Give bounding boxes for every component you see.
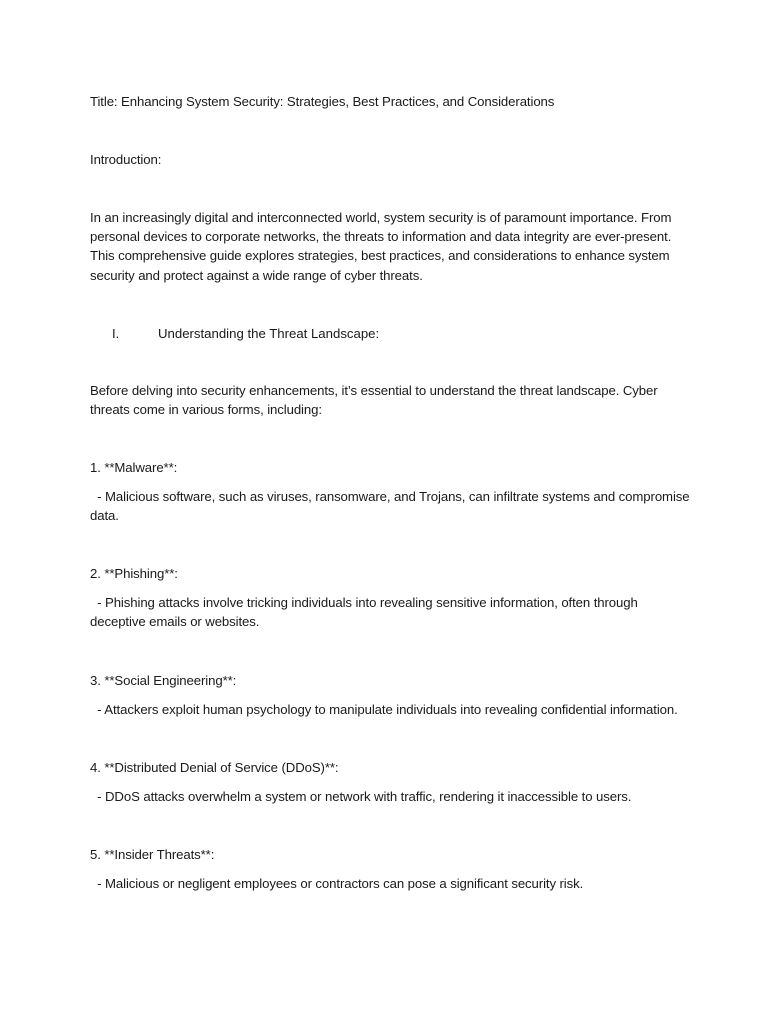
threat-description: - Phishing attacks involve tricking individuals into revealing sensitive information, often through deceptive emails or websites.: [90, 595, 642, 630]
threat-description: - Malicious software, such as viruses, ransomware, and Trojans, can infiltrate systems and compromise data.: [90, 489, 694, 524]
threat-label: 1. **Malware**:: [90, 460, 178, 475]
document-title: Title: Enhancing System Security: Strategies, Best Practices, and Considerations: [90, 94, 555, 109]
introduction-paragraph: In an increasingly digital and interconnected world, system security is of paramount importance. From personal devices to corporate networks, the threats to information and data integrity are ever-present. This comprehensive guide explores strategies, best practices, and considerations to enhance system security and protect against a wide range of cyber threats.: [90, 210, 675, 283]
threat-label: 3. **Social Engineering**:: [90, 673, 237, 688]
threat-label: 2. **Phishing**:: [90, 566, 178, 581]
threat-description: - Malicious or negligent employees or contractors can pose a significant security risk.: [90, 876, 584, 891]
section-numeral: I.: [112, 326, 120, 341]
section-heading: Understanding the Threat Landscape:: [158, 326, 380, 341]
introduction-heading: Introduction:: [90, 152, 162, 167]
threat-label: 5. **Insider Threats**:: [90, 847, 215, 862]
threat-label: 4. **Distributed Denial of Service (DDoS)**:: [90, 760, 339, 775]
threat-description: - DDoS attacks overwhelm a system or network with traffic, rendering it inaccessible to users.: [90, 789, 632, 804]
section-intro-paragraph: Before delving into security enhancements, it’s essential to understand the threat landscape. Cyber threats come in various forms, including:: [90, 383, 662, 418]
threat-description: - Attackers exploit human psychology to manipulate individuals into revealing confidential information.: [90, 702, 678, 717]
